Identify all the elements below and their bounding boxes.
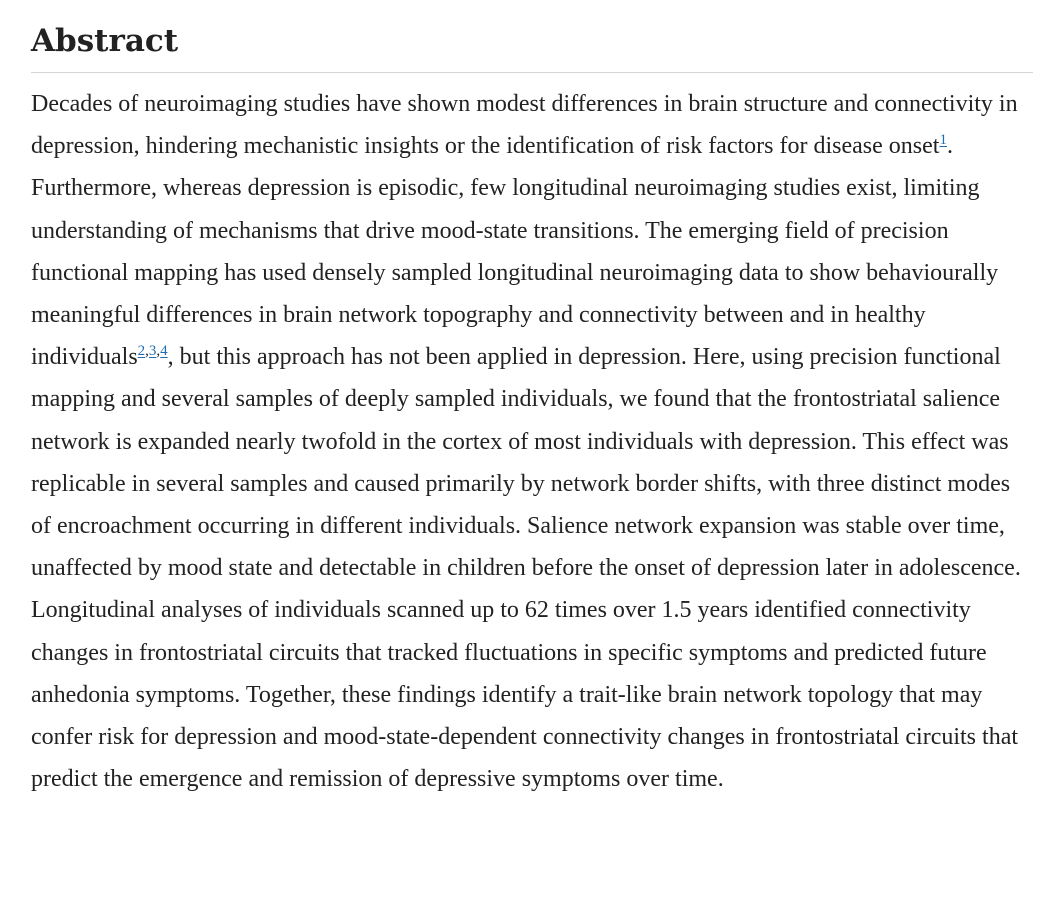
citation-ref-1 bbox=[939, 132, 947, 148]
citation-link-1[interactable]: 1 bbox=[939, 132, 947, 149]
abstract-section bbox=[31, 18, 1033, 800]
citation-separator-1: , bbox=[145, 343, 149, 360]
abstract-text bbox=[31, 83, 1033, 800]
heading-divider bbox=[31, 72, 1033, 73]
citation-link-4[interactable]: 4 bbox=[160, 343, 168, 360]
abstract-text-part-3: , but this approach has not been applied in depression. Here, using precision functional mapping and several samples of deeply sampled individuals, we found that the frontostriatal salience network is expanded nearly twofold in the cortex of most individuals with depression. This effect was replicable in several samples and caused primarily by network border shifts, with three distinct modes of encroachment occurring in different individuals. Salience network expansion was stable over time, unaffected by mood state and detectable in children before the onset of depression later in adolescence. Longitudinal analyses of individuals scanned up to 62 times over 1.5 years identified connectivity changes in frontostriatal circuits that tracked fluctuations in specific symptoms and predicted future anhedonia symptoms. Together, these findings identify a trait-like brain network topology that may confer risk for depression and mood-state-dependent connectivity changes in frontostriatal circuits that predict the emergence and remission of depressive symptoms over time. bbox=[31, 344, 1021, 793]
abstract-text-part-1: Decades of neuroimaging studies have shown modest differences in brain structure and connectivity in depression, hindering mechanistic insights or the identification of risk factors for disease onset bbox=[31, 91, 1018, 160]
abstract-heading: Abstract bbox=[31, 23, 179, 59]
citation-link-2[interactable]: 2 bbox=[137, 343, 146, 360]
citation-ref-group bbox=[138, 343, 168, 359]
abstract-text-part-2: . Furthermore, whereas depression is episodic, few longitudinal neuroimaging studies exist, limiting understanding of mechanisms that drive mood-state transitions. The emerging field of precision functional mapping has used densely sampled longitudinal neuroimaging data to show behaviourally meaningful differences in brain network topography and connectivity between and in healthy individuals bbox=[31, 133, 999, 371]
citation-separator-2: , bbox=[156, 343, 161, 360]
citation-link-3[interactable]: 3 bbox=[148, 343, 157, 360]
